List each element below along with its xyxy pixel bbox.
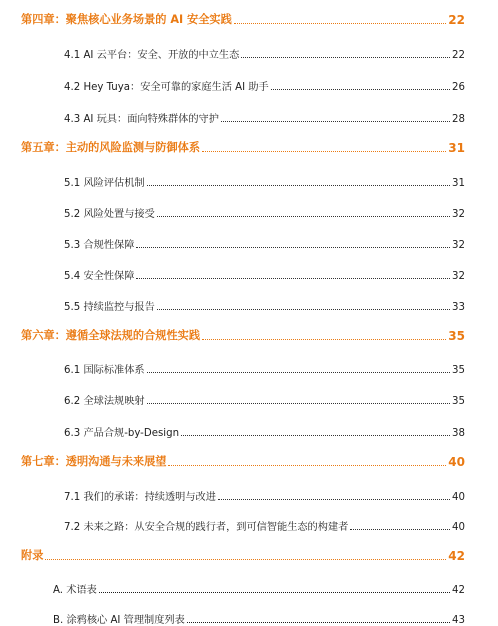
toc-section-4-3[interactable] <box>64 107 465 125</box>
toc-entry-title: 5.4 安全性保障 <box>64 271 135 282</box>
toc-page-number: 40 <box>452 522 465 533</box>
toc-page-number: 22 <box>452 50 465 61</box>
toc-entry-title: 5.3 合规性保障 <box>64 240 135 251</box>
toc-entry-title: 第七章：透明沟通与未来展望 <box>21 455 167 468</box>
toc-entry-title: 5.5 持续监控与报告 <box>64 302 155 313</box>
toc-page-number: 42 <box>452 585 465 596</box>
toc-page-number: 33 <box>452 302 465 313</box>
toc-entry-title: 4.2 Hey Tuya：安全可靠的家庭生活 AI 助手 <box>64 82 269 93</box>
dot-leader <box>202 338 446 340</box>
toc-section-7-2[interactable] <box>64 515 465 533</box>
toc-page-number: 31 <box>452 178 465 189</box>
toc-section-5-2[interactable] <box>64 202 465 220</box>
toc-page-number: 32 <box>452 209 465 220</box>
toc-entry-title: 第五章：主动的风险监测与防御体系 <box>21 141 201 154</box>
toc-entry-title: 5.1 风险评估机制 <box>64 178 145 189</box>
dot-leader <box>157 215 450 217</box>
toc-section-4-1[interactable] <box>64 43 465 61</box>
toc-entry-title: 6.3 产品合规-by-Design <box>64 428 180 439</box>
toc-chapter-5[interactable] <box>21 137 465 155</box>
toc-page-number: 35 <box>452 396 465 407</box>
toc-section-6-1[interactable] <box>64 358 465 376</box>
toc-page-number: 31 <box>448 141 465 155</box>
toc-page-number: 43 <box>452 615 465 626</box>
toc-entry-title: 第六章：遵循全球法规的合规性实践 <box>21 329 201 342</box>
toc-section-4-2[interactable] <box>64 75 465 93</box>
toc-appendix-b[interactable] <box>53 608 465 626</box>
dot-leader <box>350 528 450 530</box>
toc-section-5-5[interactable] <box>64 295 465 313</box>
toc-entry-title: 7.1 我们的承诺：持续透明与改进 <box>64 492 216 503</box>
toc-chapter-7[interactable] <box>21 451 465 469</box>
toc-section-7-1[interactable] <box>64 485 465 503</box>
toc-page-number: 26 <box>452 82 465 93</box>
toc-chapter-6[interactable] <box>21 325 465 343</box>
dot-leader <box>147 402 450 404</box>
dot-leader <box>187 621 450 623</box>
dot-leader <box>99 591 450 593</box>
toc-entry-title: 6.2 全球法规映射 <box>64 396 145 407</box>
toc-entry-title: 4.1 AI 云平台：安全、开放的中立生态 <box>64 50 240 61</box>
toc-page-number: 28 <box>452 114 465 125</box>
toc-section-6-2[interactable] <box>64 389 465 407</box>
dot-leader <box>147 184 450 186</box>
dot-leader <box>241 56 450 58</box>
toc-appendix-a[interactable] <box>53 578 465 596</box>
dot-leader <box>168 464 446 466</box>
dot-leader <box>271 88 450 90</box>
dot-leader <box>234 22 446 24</box>
toc-page-number: 35 <box>452 365 465 376</box>
toc-appendix[interactable] <box>21 545 465 563</box>
toc-entry-title: 附录 <box>21 549 44 562</box>
toc-page-number: 32 <box>452 240 465 251</box>
toc-section-6-3[interactable] <box>64 421 465 439</box>
dot-leader <box>45 558 446 560</box>
toc-page-number: 35 <box>448 329 465 343</box>
toc-page-number: 32 <box>452 271 465 282</box>
toc-page-number: 22 <box>448 13 465 27</box>
toc-chapter-4[interactable] <box>21 9 465 27</box>
toc-page-number: 38 <box>452 428 465 439</box>
toc-page-number: 42 <box>448 549 465 563</box>
toc-page-number: 40 <box>448 455 465 469</box>
toc-section-5-3[interactable] <box>64 233 465 251</box>
dot-leader <box>202 150 446 152</box>
toc-entry-title: 5.2 风险处置与接受 <box>64 209 155 220</box>
toc-section-5-4[interactable] <box>64 264 465 282</box>
toc-section-5-1[interactable] <box>64 171 465 189</box>
toc-entry-title: 7.2 未来之路：从安全合规的践行者，到可信智能生态的构建者 <box>64 522 349 533</box>
toc-entry-title: B. 涂鸦核心 AI 管理制度列表 <box>53 615 185 626</box>
dot-leader <box>218 498 450 500</box>
dot-leader <box>136 246 450 248</box>
dot-leader <box>157 308 450 310</box>
dot-leader <box>221 120 450 122</box>
dot-leader <box>136 277 450 279</box>
toc-entry-title: A. 术语表 <box>53 585 97 596</box>
toc-page-number: 40 <box>452 492 465 503</box>
dot-leader <box>147 371 450 373</box>
toc-entry-title: 第四章：聚焦核心业务场景的 AI 安全实践 <box>21 13 232 26</box>
dot-leader <box>181 434 450 436</box>
toc-entry-title: 4.3 AI 玩具：面向特殊群体的守护 <box>64 114 219 125</box>
toc-entry-title: 6.1 国际标准体系 <box>64 365 145 376</box>
